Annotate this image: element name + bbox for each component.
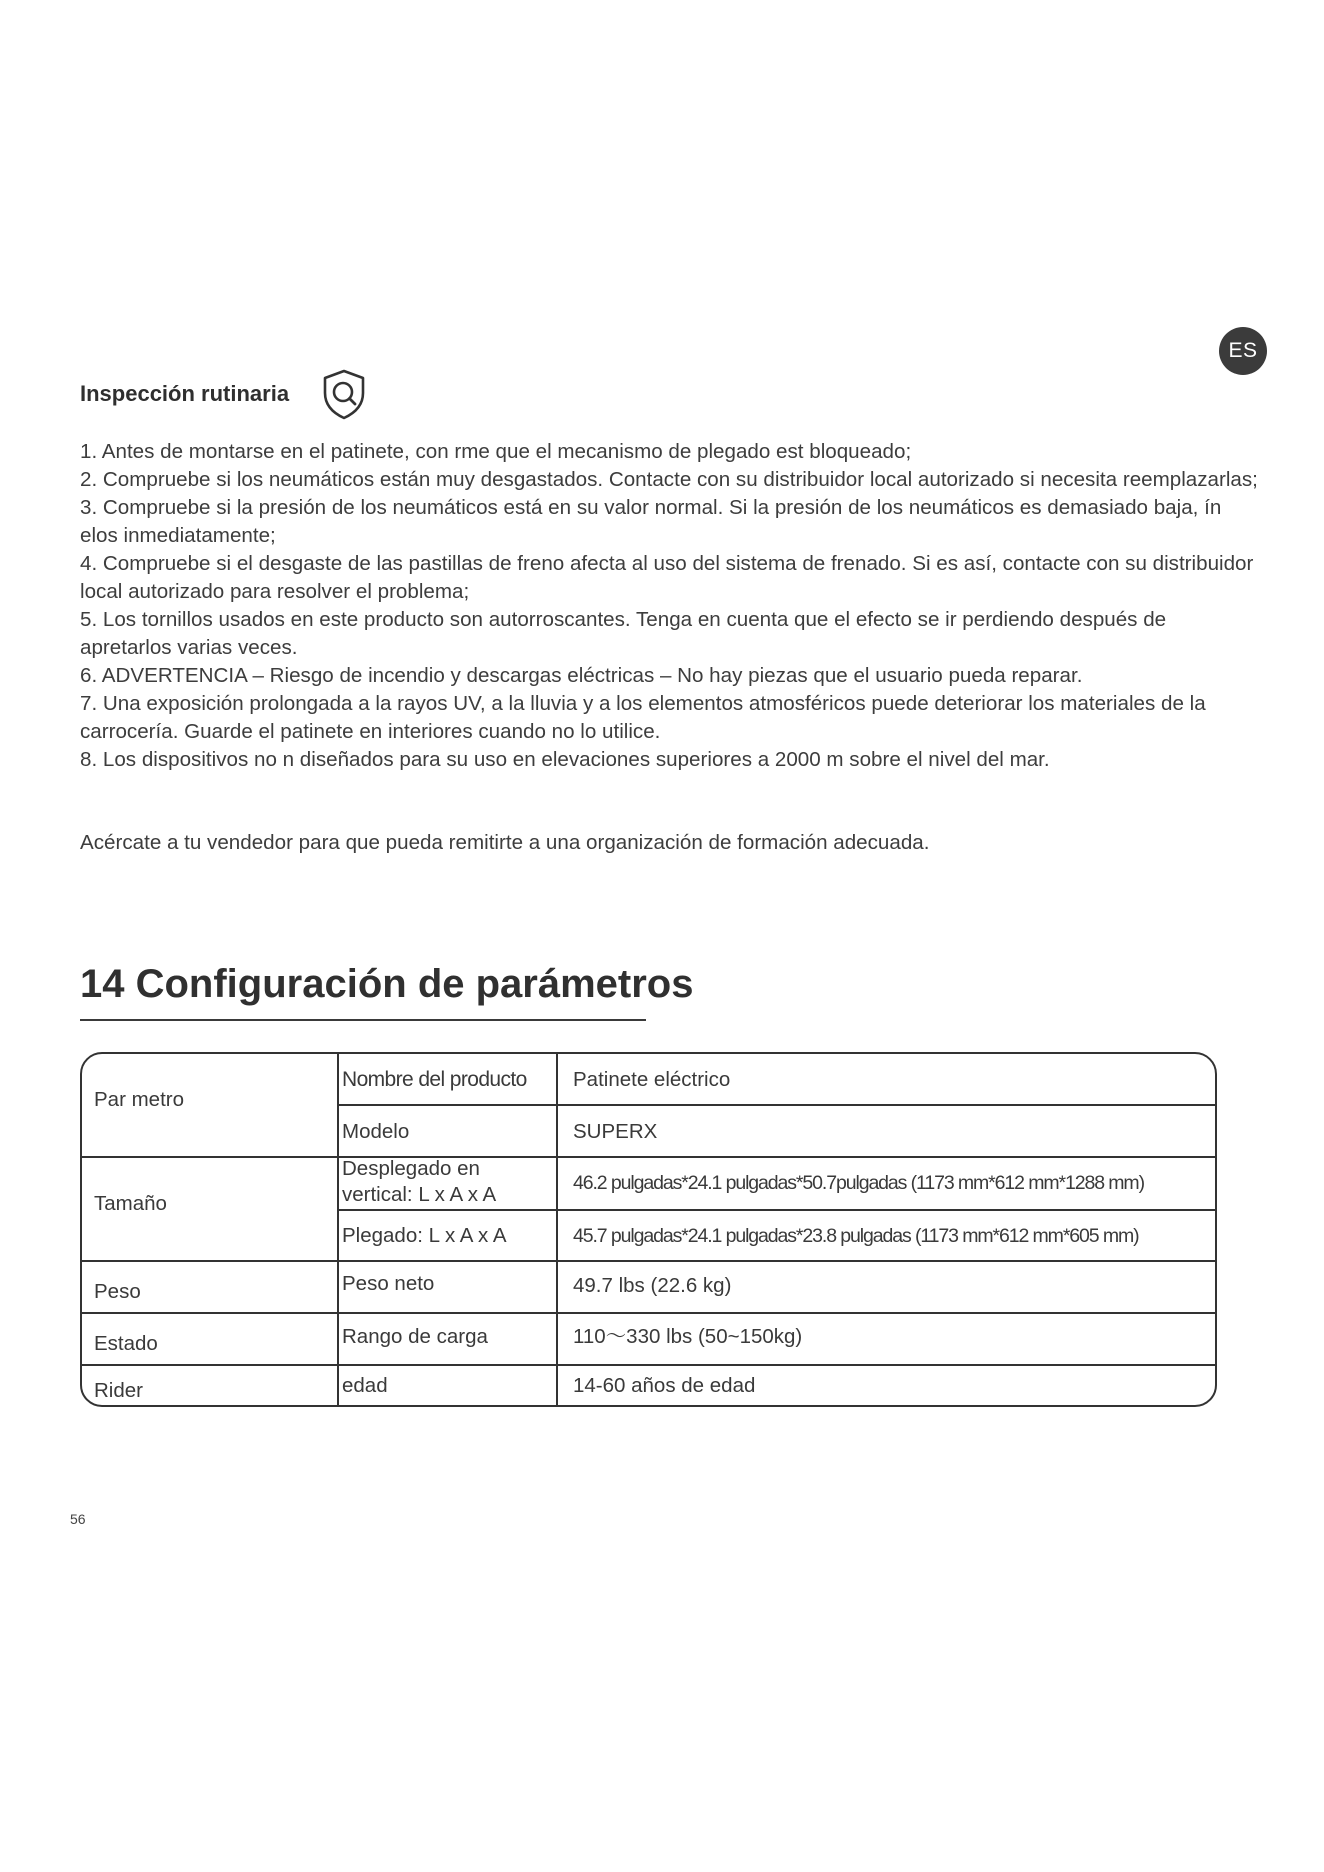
table-divider [80,1156,1217,1158]
section-heading: 14 Configuración de parámetros [80,962,694,1006]
label-peso-neto: Peso neto [342,1272,435,1295]
label-nombre: Nombre del producto [342,1068,527,1091]
table-divider [337,1209,1217,1211]
value-edad: 14-60 años de edad [573,1374,756,1397]
list-item: 6. ADVERTENCIA – Riesgo de incendio y descargas eléctricas – No hay piezas que el usuario pueda reparar. [80,664,1083,687]
list-item: 5. Los tornillos usados en este producto son autorroscantes. Tenga en cuenta que el efecto se ir perdiendo después de apretarlos varias veces. [80,608,1167,659]
value-carga: 110～330 lbs (50~150kg) [573,1325,803,1348]
value-desplegado: 46.2 pulgadas*24.1 pulgadas*50.7pulgadas (1173 mm*612 mm*1288 mm) [573,1172,1144,1194]
table-divider [80,1260,1217,1262]
group-tamano: Tamaño [94,1192,167,1215]
inspection-header [80,367,369,421]
shield-search-icon [319,367,369,421]
value-modelo: SUPERX [573,1120,658,1143]
value-plegado: 45.7 pulgadas*24.1 pulgadas*23.8 pulgadas (1173 mm*612 mm*605 mm) [573,1225,1139,1247]
value-nombre: Patinete eléctrico [573,1068,731,1091]
inspection-title: Inspección rutinaria [80,381,290,406]
page-number: 56 [70,1511,86,1527]
inspection-list [80,438,1260,774]
label-plegado: Plegado: L x A x A [342,1224,507,1247]
list-item: 1. Antes de montarse en el patinete, con rme que el mecanismo de plegado est bloqueado; [80,440,912,463]
group-peso: Peso [94,1280,141,1303]
value-peso: 49.7 lbs (22.6 kg) [573,1274,732,1297]
list-item: 8. Los dispositivos no n diseñados para su uso en elevaciones superiores a 2000 m sobre el nivel del mar. [80,748,1050,771]
heading-underline [80,1019,646,1021]
list-item: 7. Una exposición prolongada a la rayos UV, a la lluvia y a los elementos atmosféricos puede deteriorar los materiales de la carrocería. Guarde el patinete en interiores cuando no lo utilice. [80,692,1206,743]
list-item: 2. Compruebe si los neumáticos están muy desgastados. Contacte con su distribuidor local autorizado si necesita reemplazarlas; [80,468,1258,491]
table-divider [337,1104,1217,1106]
label-edad: edad [342,1374,388,1397]
group-parametro: Par metro [94,1088,184,1111]
label-carga: Rango de carga [342,1325,488,1348]
group-estado: Estado [94,1332,158,1355]
label-desplegado: Desplegado en vertical: L x A x A [342,1157,497,1206]
language-badge: ES [1219,327,1267,375]
list-item: 4. Compruebe si el desgaste de las pastillas de freno afecta al uso del sistema de frenado. Si es así, contacte con su distribuidor local autorizado para resolver el problema; [80,552,1254,603]
list-item: 3. Compruebe si la presión de los neumáticos está en su valor normal. Si la presión de los neumáticos es demasiado baja, ín elos inmediatamente; [80,496,1222,547]
group-rider: Rider [94,1379,143,1402]
label-modelo: Modelo [342,1120,410,1143]
table-divider [80,1364,1217,1366]
training-note: Acércate a tu vendedor para que pueda remitirte a una organización de formación adecuada. [80,831,930,854]
spec-table [80,1052,1217,1407]
table-divider [80,1312,1217,1314]
